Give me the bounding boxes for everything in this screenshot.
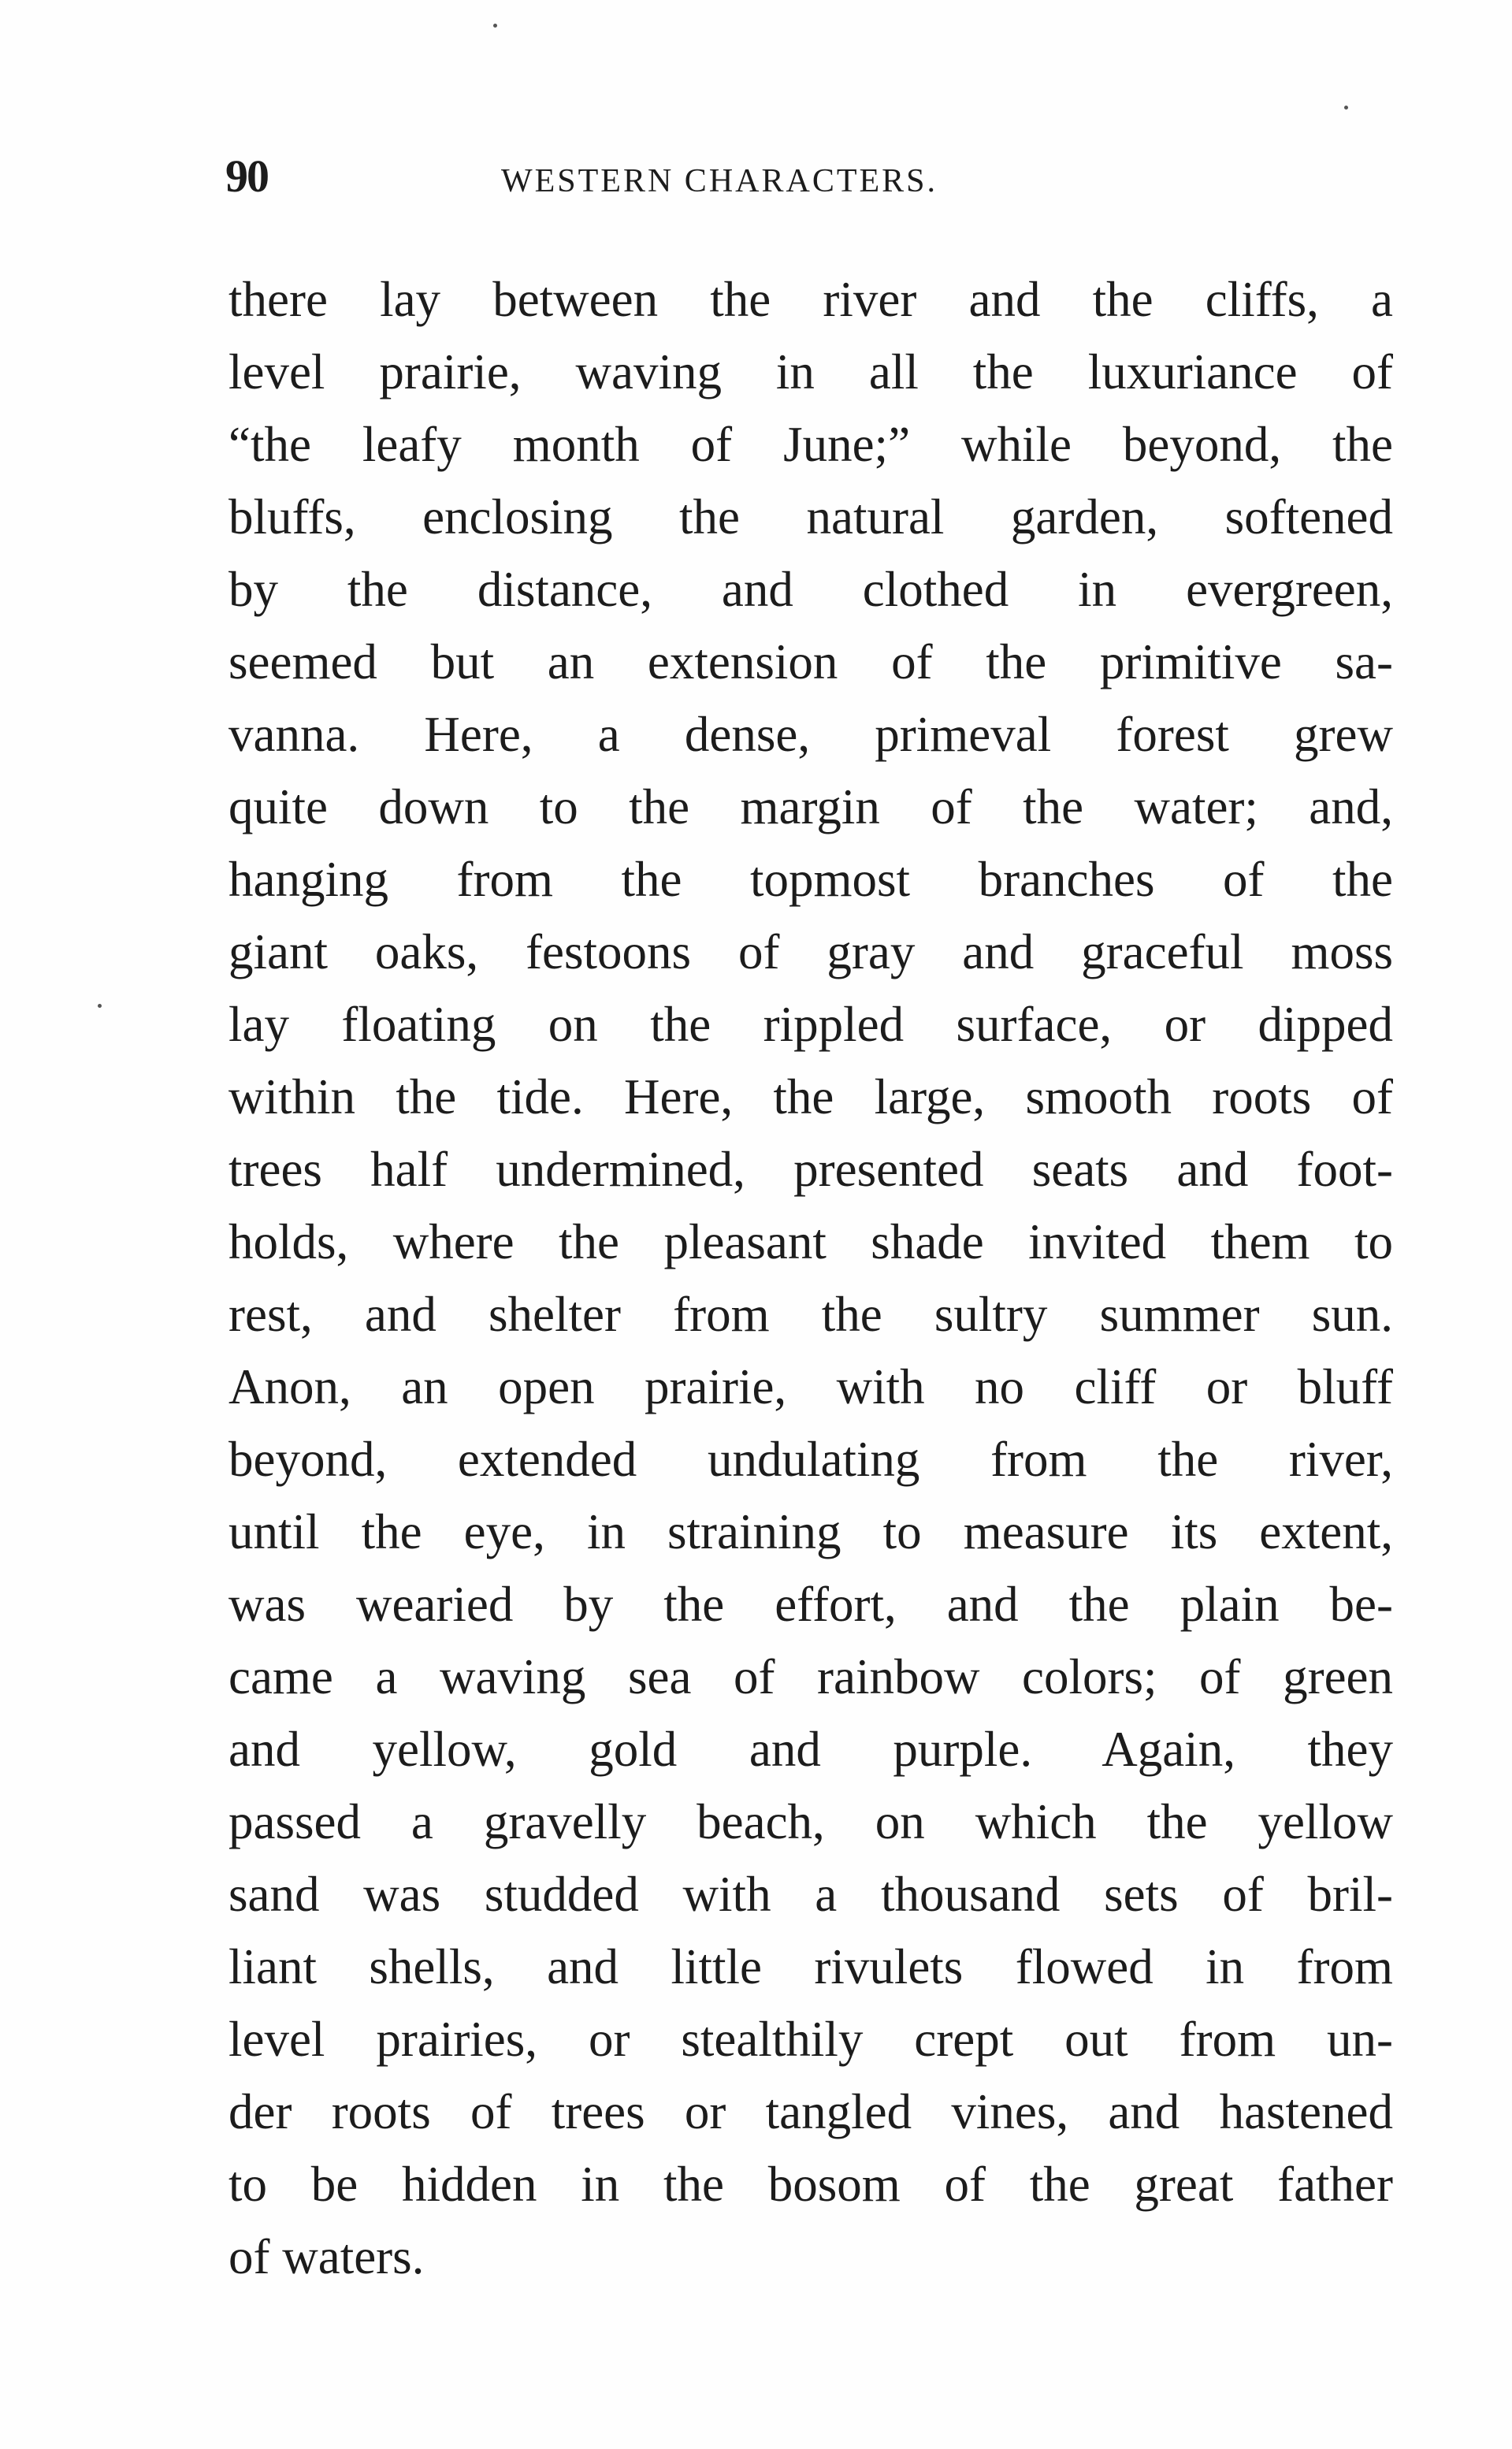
text-line: rest, and shelter from the sultry summer sun. [228, 1287, 1393, 1342]
running-head-title: WESTERN CHARACTERS. [501, 163, 938, 199]
text-line: passed a gravelly beach, on which the yellow [228, 1794, 1393, 1849]
text-line: and yellow, gold and purple. Again, they [228, 1722, 1393, 1777]
text-line: hanging from the topmost branches of the [228, 852, 1393, 907]
text-line: came a waving sea of rainbow colors; of green [228, 1649, 1393, 1704]
text-line: vanna. Here, a dense, primeval forest grew [228, 707, 1393, 762]
text-line: was wearied by the effort, and the plain be- [228, 1577, 1393, 1632]
print-speck [98, 1004, 102, 1008]
text-line: der roots of trees or tangled vines, and hastened [228, 2084, 1393, 2139]
text-line: liant shells, and little rivulets flowed in from [228, 1939, 1393, 1994]
running-head [225, 150, 1399, 205]
text-line: there lay between the river and the cliffs, a [228, 272, 1393, 327]
text-line: Anon, an open prairie, with no cliff or bluff [228, 1359, 1393, 1414]
text-line: beyond, extended undulating from the river, [228, 1432, 1393, 1487]
text-line: lay floating on the rippled surface, or dipped [228, 997, 1393, 1052]
text-line: holds, where the pleasant shade invited them to [228, 1214, 1393, 1269]
text-line: trees half undermined, presented seats and foot- [228, 1142, 1393, 1197]
text-line: of waters. [228, 2229, 425, 2284]
text-line: to be hidden in the bosom of the great father [228, 2157, 1393, 2212]
body-text [228, 263, 1393, 2293]
print-speck [1344, 106, 1348, 110]
text-line: level prairies, or stealthily crept out from un- [228, 2012, 1393, 2067]
print-speck [493, 24, 497, 28]
text-line: within the tide. Here, the large, smooth roots of [228, 1069, 1393, 1124]
text-line: bluffs, enclosing the natural garden, softened [228, 489, 1393, 544]
text-line: giant oaks, festoons of gray and graceful moss [228, 924, 1393, 979]
text-line: until the eye, in straining to measure its extent, [228, 1504, 1393, 1559]
text-line: by the distance, and clothed in evergreen, [228, 562, 1393, 617]
text-line: sand was studded with a thousand sets of bril- [228, 1867, 1393, 1922]
text-line: quite down to the margin of the water; and, [228, 779, 1393, 834]
page-number: 90 [225, 151, 268, 202]
text-line: seemed but an extension of the primitive sa- [228, 634, 1393, 689]
text-line: “the leafy month of June;” while beyond, the [228, 417, 1393, 472]
text-line: level prairie, waving in all the luxuriance of [228, 344, 1393, 399]
